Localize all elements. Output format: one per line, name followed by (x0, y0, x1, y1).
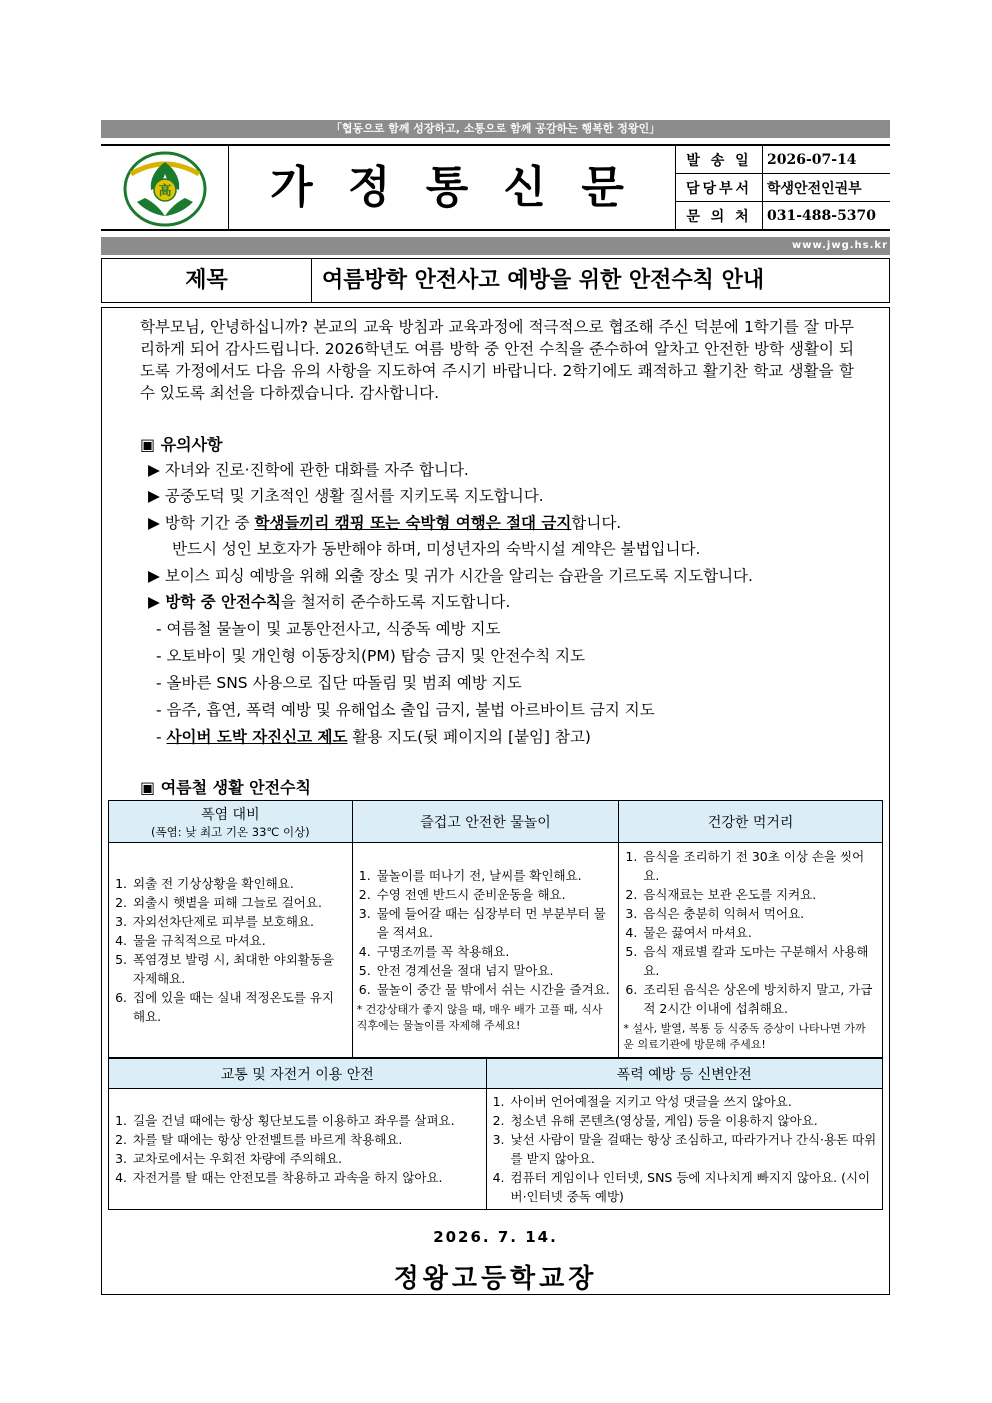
summer-title: ▣ 여름철 생활 안전수칙 (140, 778, 311, 797)
list-item: 4. 구명조끼를 꼭 착용해요. (375, 942, 613, 961)
info-value: 2026-07-14 (767, 151, 857, 168)
list-item: 5. 음식 재료별 칼과 도마는 구분해서 사용해요. (641, 942, 876, 980)
food-note: * 설사, 발열, 복통 등 식중독 증상이 나타나면 가까운 의료기관에 방문해 주세요! (623, 1022, 866, 1051)
food-list (623, 847, 876, 1018)
list-item: 4. 컴퓨터 게임이나 인터넷, SNS 등에 지나치게 빠지지 않아요. (시이버·인터넷 중독 예방) (509, 1168, 879, 1206)
note-sub-item (156, 724, 591, 750)
traffic-list (113, 1111, 482, 1187)
info-label: 문 의 처 (676, 202, 763, 230)
notes-title: ▣ 유의사항 (140, 435, 223, 454)
traffic-header: 교통 및 자전거 이용 안전 (109, 1059, 487, 1089)
water-cell (352, 843, 619, 1058)
note-text: 을 철저히 준수하도록 지도합니다. (280, 593, 511, 611)
heat-cell (109, 843, 353, 1058)
subject-label: 제목 (102, 259, 312, 302)
list-item: 6. 물놀이 중간 물 밖에서 쉬는 시간을 즐겨요. (375, 980, 613, 999)
list-item: 3. 음식은 충분히 익혀서 먹어요. (641, 904, 876, 923)
list-item: 3. 물에 들어갈 때는 심장부터 먼 부분부터 물을 적셔요. (375, 904, 613, 942)
note-item: ▶ 공중도덕 및 기초적인 생활 질서를 지키도록 지도합니다. (148, 487, 544, 505)
summer-safety-table (108, 800, 883, 1058)
issue-date: 2026. 7. 14. (433, 1228, 558, 1246)
water-list (357, 866, 613, 999)
principal-signature: 정왕고등학교장 (393, 1264, 598, 1294)
list-item: 2. 차를 탈 때에는 항상 안전벨트를 바르게 착용해요. (131, 1130, 482, 1149)
heat-head: 폭염 대비 (201, 806, 260, 823)
note-item (148, 589, 510, 615)
info-value: 031-488-5370 (763, 202, 891, 230)
list-item: 5. 안전 경계선을 절대 넘지 말아요. (375, 961, 613, 980)
info-row (676, 202, 890, 230)
heat-subhead: (폭염: 낮 최고 기온 33℃ 이상) (151, 824, 310, 839)
list-item: 4. 물은 끓여서 마셔요. (641, 923, 876, 942)
logo-char: 高 (158, 184, 172, 199)
note-sub-item: - 오토바이 및 개인형 이동장치(PM) 탑승 금지 및 안전수칙 지도 (156, 647, 586, 665)
note-text: 활용 지도(뒷 페이지의 [붙임] 참고) (347, 728, 591, 746)
violence-list (491, 1092, 879, 1206)
list-item: 4. 자전거를 탈 때는 안전모를 착용하고 과속을 하지 않아요. (131, 1168, 482, 1187)
subject-text: 여름방학 안전사고 예방을 위한 안전수칙 안내 (322, 268, 765, 293)
note-sub-item: - 여름철 물놀이 및 교통안전사고, 식중독 예방 지도 (156, 620, 501, 638)
heat-header (109, 801, 353, 843)
info-label: 발 송 일 (676, 146, 763, 174)
list-item: 2. 음식재료는 보관 온도를 지켜요. (641, 885, 876, 904)
list-item: 4. 물을 규칙적으로 마셔요. (131, 931, 346, 950)
list-item: 2. 외출시 햇볕을 피해 그늘로 걸어요. (131, 893, 346, 912)
traffic-cell (109, 1089, 487, 1210)
intro-paragraph: 학부모님, 안녕하십니까? 본교의 교육 방침과 교육과정에 적극적으로 협조해 주신 덕분에 1학기를 잘 마무리하게 되어 감사드립니다. 2026학년도 여름 방학 중 안전 수칙을 준수하여 알차고 안전한 방학 생활이 되도록 가정에서도 다음 유의 사항을 지도하여 주시기 바랍니다. 2학기에도 쾌적하고 활기찬 학교 생활을 할 수 있도록 최선을 다하겠습니다. 감사합니다. (140, 318, 854, 402)
note-emphasis: ▶ 방학 중 안전수칙 (148, 593, 281, 611)
document-title: 가 정 통 신 문 (229, 144, 676, 231)
list-item: 1. 사이버 언어예절을 지키고 악성 댓글을 쓰지 않아요. (509, 1092, 879, 1111)
list-item: 1. 길을 건널 때에는 항상 횡단보도를 이용하고 좌우를 살펴요. (131, 1111, 482, 1130)
personal-safety-table (108, 1058, 883, 1210)
note-emphasis: 사이버 도박 자진신고 제도 (166, 728, 348, 746)
list-item: 2. 청소년 유해 콘텐츠(영상물, 게임) 등을 이용하지 않아요. (509, 1111, 879, 1130)
info-row (676, 174, 890, 202)
note-item (148, 510, 621, 536)
info-value: 학생안전인권부 (763, 174, 891, 202)
list-item: 3. 낯선 사람이 말을 걸때는 항상 조심하고, 따라가거나 간식·용돈 따위를 받지 않아요. (509, 1130, 879, 1168)
note-sub-item: - 올바른 SNS 사용으로 집단 따돌림 및 범죄 예방 지도 (156, 674, 522, 692)
list-item: 1. 외출 전 기상상황을 확인해요. (131, 874, 346, 893)
list-item: 5. 폭염경보 발령 시, 최대한 야외활동을 자제해요. (131, 950, 346, 988)
water-note: * 건강상태가 좋지 않을 때, 매우 배가 고플 때, 식사 직후에는 물놀이를 자제해 주세요! (356, 1003, 603, 1032)
list-item: 6. 집에 있을 때는 실내 적정온도를 유지해요. (131, 988, 346, 1026)
info-row (676, 146, 890, 174)
note-text: - (156, 728, 167, 746)
note-text: ▶ 방학 기간 중 (148, 514, 255, 532)
info-table (676, 146, 890, 229)
website-url[interactable]: www.jwg.hs.kr (792, 240, 888, 251)
info-label: 담당부서 (676, 174, 763, 202)
violence-cell (486, 1089, 883, 1210)
list-item: 3. 자외선차단제로 피부를 보호해요. (131, 912, 346, 931)
list-item: 2. 수영 전엔 반드시 준비운동을 해요. (375, 885, 613, 904)
list-item: 1. 물놀이를 떠나기 전, 날씨를 확인해요. (375, 866, 613, 885)
note-sub-item: - 음주, 흡연, 폭력 예방 및 유해업소 출입 금지, 불법 아르바이트 금지 지도 (156, 701, 655, 719)
note-continuation: 반드시 성인 보호자가 동반해야 하며, 미성년자의 숙박시설 계약은 불법입니다. (172, 540, 701, 558)
school-logo-cell (101, 144, 229, 231)
note-text: 합니다. (571, 514, 622, 532)
slogan-bar: 「협동으로 함께 성장하고, 소통으로 함께 공감하는 행복한 정왕인」 (101, 120, 890, 138)
water-header: 즐겁고 안전한 물놀이 (352, 801, 619, 843)
food-cell (619, 843, 883, 1058)
food-header: 건강한 먹거리 (619, 801, 883, 843)
note-item: ▶ 자녀와 진로·진학에 관한 대화를 자주 합니다. (148, 461, 469, 479)
heat-list (113, 874, 346, 1026)
note-emphasis: 학생들끼리 캠핑 또는 숙박형 여행은 절대 금지 (254, 514, 572, 532)
list-item: 1. 음식을 조리하기 전 30초 이상 손을 씻어요. (641, 847, 876, 885)
list-item: 6. 조리된 음식은 상온에 방치하지 말고, 가급적 2시간 이내에 섭취해요. (641, 980, 876, 1018)
note-item: ▶ 보이스 피싱 예방을 위해 외출 장소 및 귀가 시간을 알리는 습관을 기르도록 지도합니다. (148, 567, 753, 585)
school-logo-icon (101, 144, 229, 231)
violence-header: 폭력 예방 등 신변안전 (486, 1059, 883, 1089)
list-item: 3. 교차로에서는 우회전 차량에 주의해요. (131, 1149, 482, 1168)
